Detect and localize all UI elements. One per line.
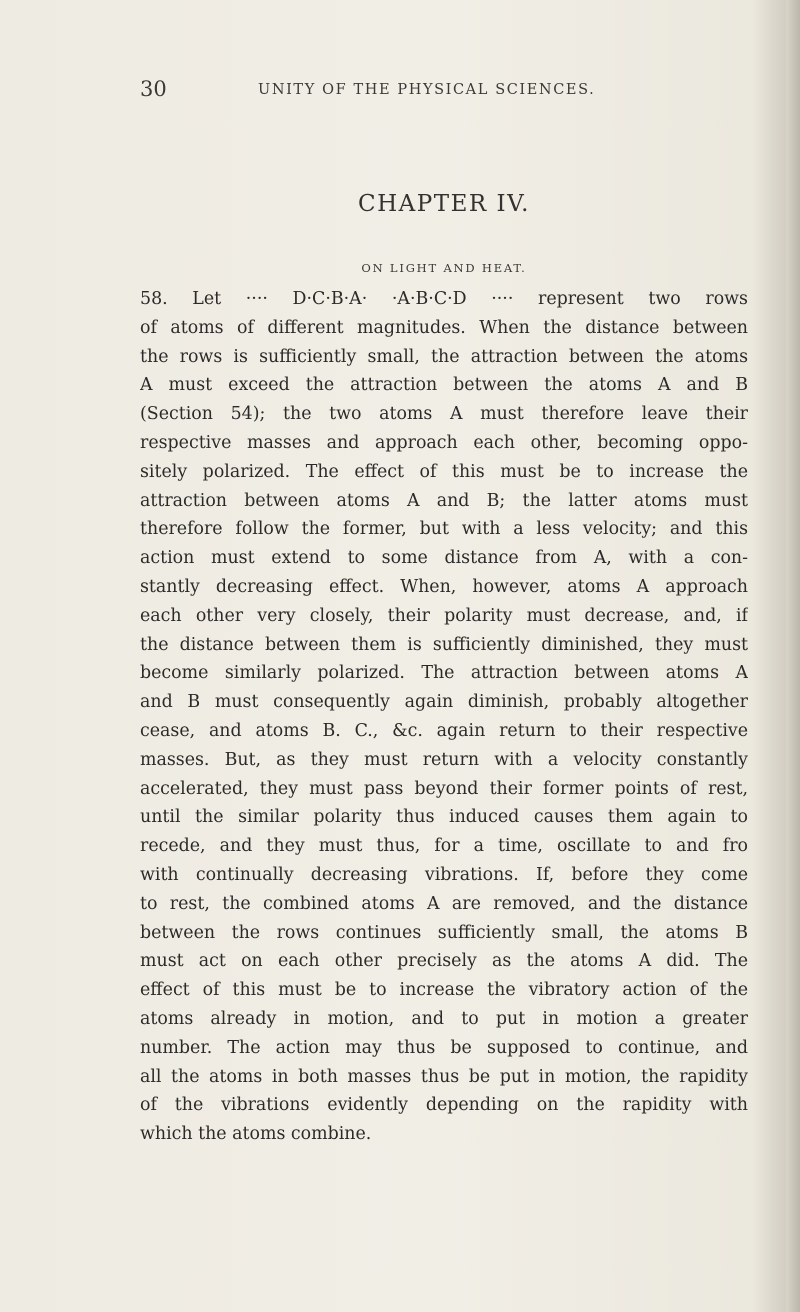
text-line: until the similar polarity thus induced causes them again to [140, 807, 748, 828]
text-line: effect of this must be to increase the vibratory action of the [140, 980, 748, 1001]
text-line: (Section 54); the two atoms A must therefore leave their [140, 404, 748, 425]
text-line: 58. Let ···· D·C·B·A· ·A·B·C·D ···· represent two rows [140, 289, 748, 309]
text-line: each other very closely, their polarity must decrease, and, if [140, 605, 748, 626]
text-line: with continually decreasing vibrations. If, before they come [140, 864, 748, 885]
text-line: therefore follow the former, but with a less velocity; and this [140, 519, 748, 540]
page-edge-shadow [786, 0, 800, 1312]
text-line: respective masses and approach each other, becoming oppo- [140, 432, 748, 453]
running-title: UNITY OF THE PHYSICAL SCIENCES. [258, 82, 596, 98]
text-line: accelerated, they must pass beyond their former points of rest, [140, 778, 748, 799]
text-line: masses. But, as they must return with a velocity constantly [140, 749, 748, 770]
text-line: between the rows continues sufficiently small, the atoms B [140, 922, 748, 943]
text-line: atoms already in motion, and to put in motion a greater [140, 1008, 748, 1029]
text-line: action must extend to some distance from A, with a con- [140, 548, 748, 569]
text-line: and B must consequently again diminish, probably altogether [140, 692, 748, 713]
text-line: which the atoms combine. [140, 1124, 372, 1145]
text-line: of the vibrations evidently depending on the rapidity with [140, 1095, 748, 1116]
running-head [140, 74, 740, 104]
text-line: stantly decreasing effect. When, however, atoms A approach [140, 576, 748, 597]
text-line: all the atoms in both masses thus be put in motion, the rapidity [140, 1066, 748, 1087]
text-line: the distance between them is sufficiently diminished, they must [140, 634, 748, 655]
text-line: A must exceed the attraction between the atoms A and B [140, 375, 748, 396]
text-line: must act on each other precisely as the atoms A did. The [140, 951, 748, 972]
text-line: cease, and atoms B. C., &c. again return to their respective [140, 720, 748, 741]
page-number: 30 [140, 77, 167, 101]
text-line: attraction between atoms A and B; the latter atoms must [140, 490, 748, 511]
chapter-title: CHAPTER IV. [358, 191, 530, 217]
text-line: sitely polarized. The effect of this must be to increase the [140, 461, 748, 482]
text-line: of atoms of different magnitudes. When the distance between [140, 317, 748, 338]
section-heading: ON LIGHT AND HEAT. [361, 261, 527, 275]
text-line: recede, and they must thus, for a time, oscillate to and fro [140, 836, 748, 857]
text-line: the rows is sufficiently small, the attraction between the atoms [140, 346, 748, 367]
text-line: to rest, the combined atoms A are removed, and the distance [140, 893, 748, 914]
text-line: become similarly polarized. The attraction between atoms A [140, 663, 748, 684]
body-paragraph [140, 285, 748, 1149]
text-line: number. The action may thus be supposed to continue, and [140, 1037, 748, 1058]
